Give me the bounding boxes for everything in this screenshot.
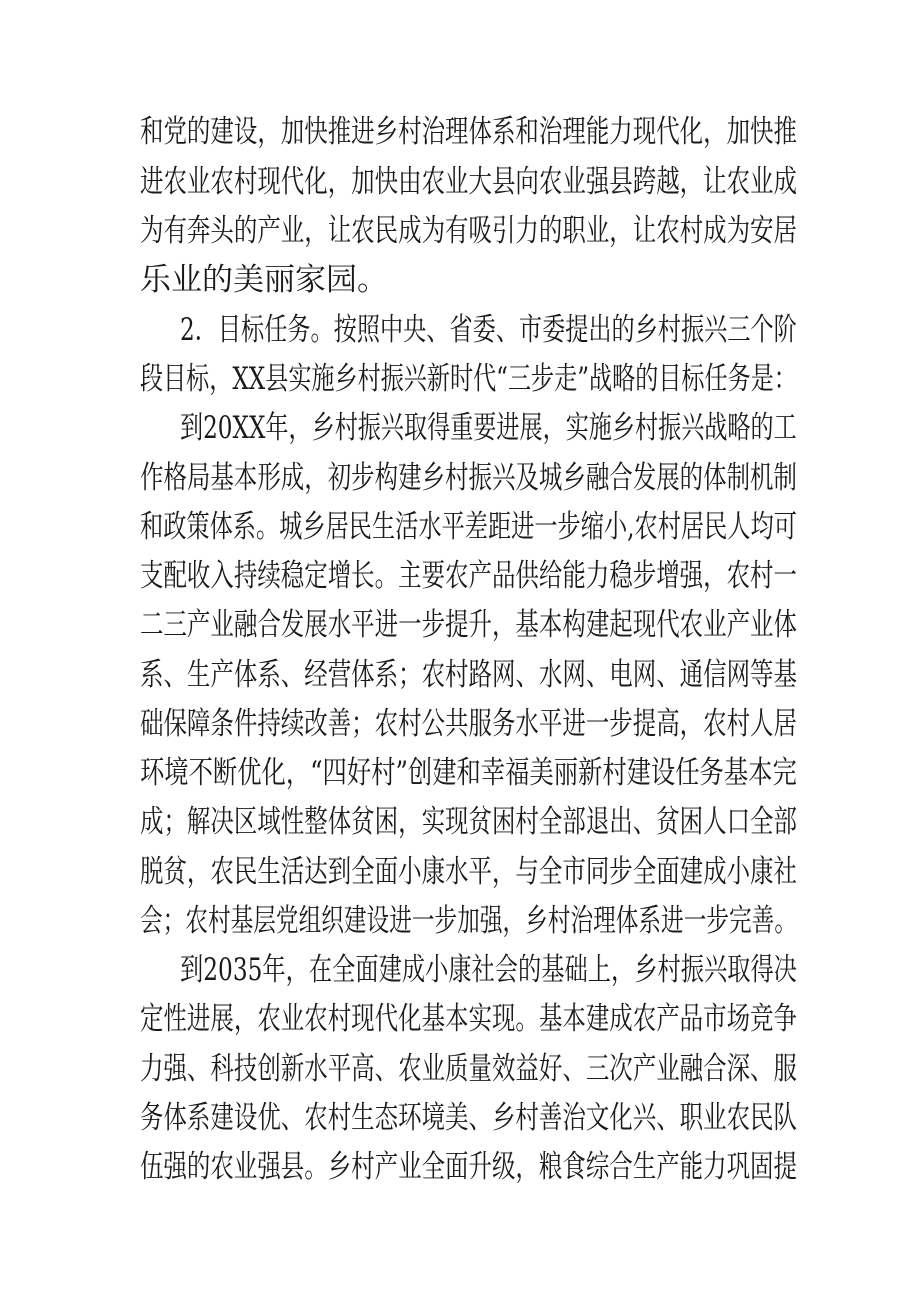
text-line: 成；解决区域性整体贫困，实现贫困村全部退出、贫困人口全部 xyxy=(140,804,797,840)
text-line: 系、生产体系、经营体系；农村路网、水网、电网、通信网等基 xyxy=(140,657,797,693)
text-line: 环境不断优化，“四好村”创建和幸福美丽新村建设任务基本完 xyxy=(140,755,797,791)
text-line: 和党的建设，加快推进乡村治理体系和治理能力现代化，加快推 xyxy=(140,114,797,150)
text-line: 段目标，XX县实施乡村振兴新时代“三步走”战略的目标任务是： xyxy=(140,361,797,397)
text-line: 到20XX年，乡村振兴取得重要进展，实施乡村振兴战略的工 xyxy=(180,410,797,446)
text-line: 会；农村基层党组织建设进一步加强，乡村治理体系进一步完善。 xyxy=(140,903,797,939)
text-line: 作格局基本形成，初步构建乡村振兴及城乡融合发展的体制机制 xyxy=(140,460,797,496)
text-line: 伍强的农业强县。乡村产业全面升级，粮食综合生产能力巩固提 xyxy=(140,1149,797,1185)
text-line: 乐业的美丽家园。 xyxy=(140,262,388,298)
text-line: 到2035年，在全面建成小康社会的基础上，乡村振兴取得决 xyxy=(180,952,797,988)
text-line: 务体系建设优、农村生态环境美、乡村善治文化兴、职业农民队 xyxy=(140,1100,797,1136)
text-line: 2．目标任务。按照中央、省委、市委提出的乡村振兴三个阶 xyxy=(180,312,797,348)
text-line: 进农业农村现代化，加快由农业大县向农业强县跨越，让农业成 xyxy=(140,164,797,200)
text-line: 支配收入持续稳定增长。主要农产品供给能力稳步增强，农村一 xyxy=(140,558,797,594)
text-line: 力强、科技创新水平高、农业质量效益好、三次产业融合深、服 xyxy=(140,1051,797,1087)
text-line: 脱贫，农民生活达到全面小康水平，与全市同步全面建成小康社 xyxy=(140,854,797,890)
text-line: 和政策体系。城乡居民生活水平差距进一步缩小,农村居民人均可 xyxy=(140,509,797,545)
text-line: 定性进展，农业农村现代化基本实现。基本建成农产品市场竞争 xyxy=(140,1001,797,1037)
text-line: 二三产业融合发展水平进一步提升，基本构建起现代农业产业体 xyxy=(140,607,797,643)
text-line: 为有奔头的产业，让农民成为有吸引力的职业，让农村成为安居 xyxy=(140,213,797,249)
text-line: 础保障条件持续改善；农村公共服务水平进一步提高，农村人居 xyxy=(140,706,797,742)
